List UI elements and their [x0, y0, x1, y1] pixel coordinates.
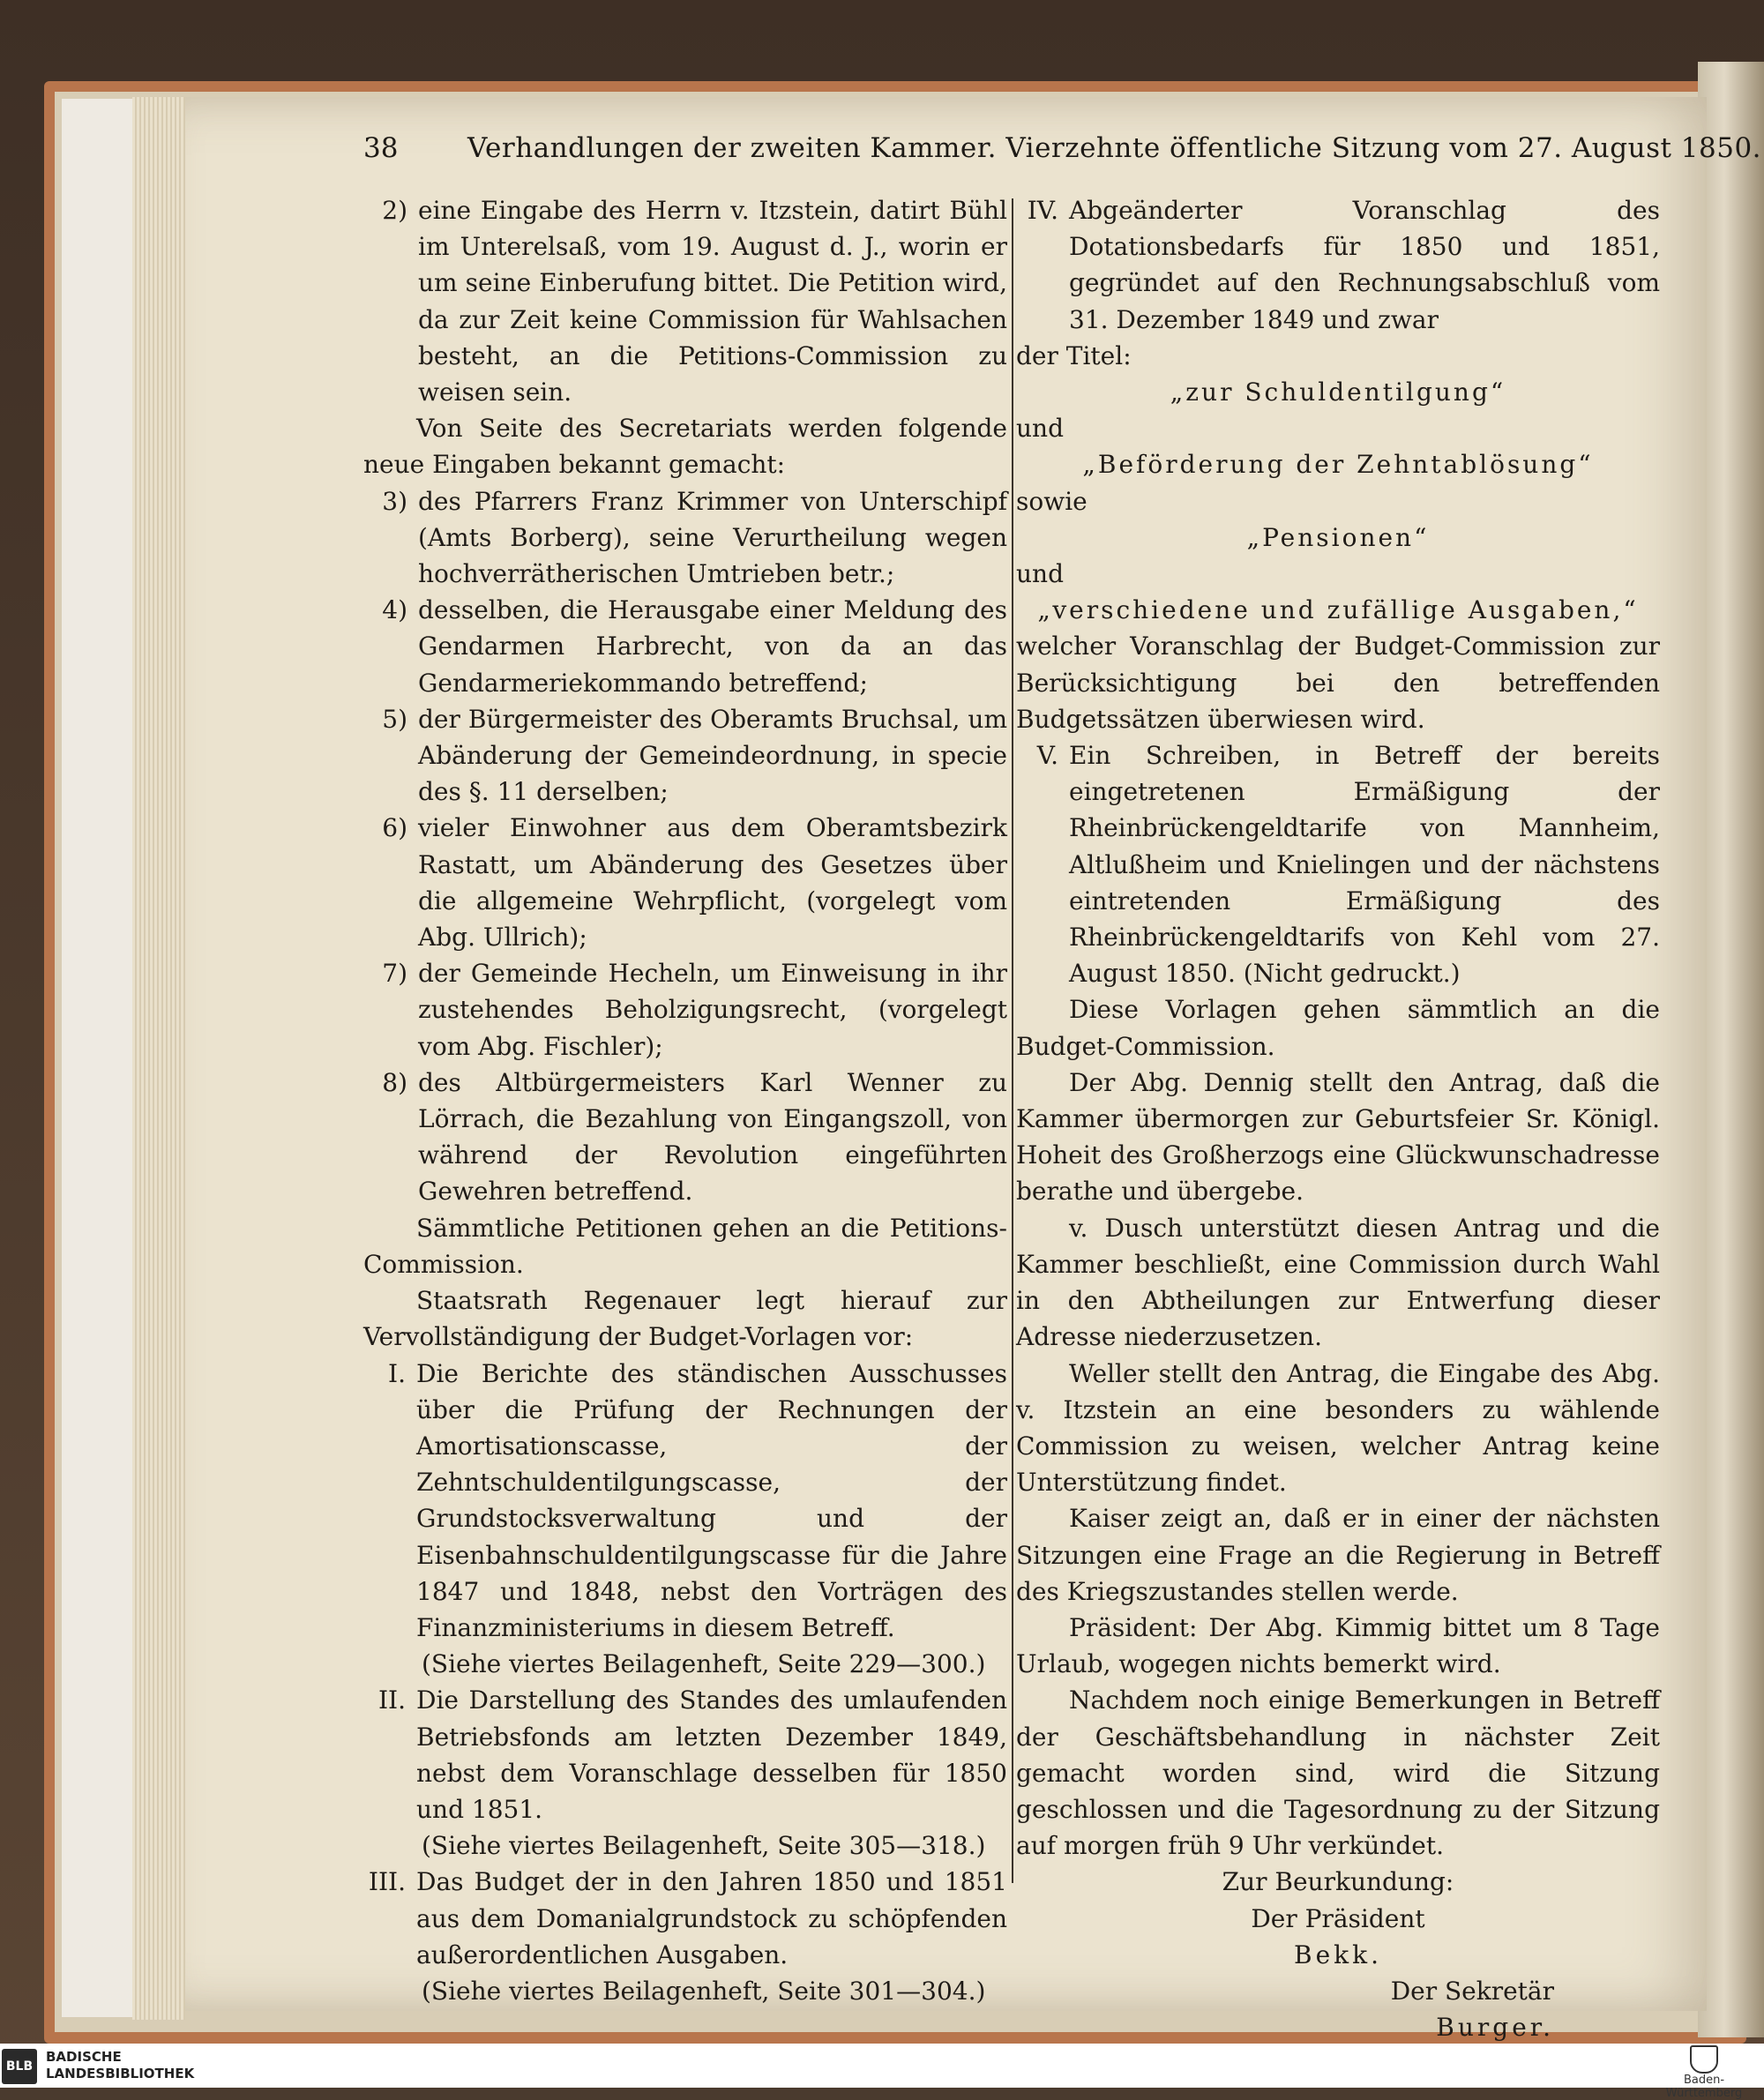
item-text: desselben, die Herausgabe einer Meldung des Gendarmen Harbrecht, von da an das Gendarmeriekommando betreffend;	[418, 595, 1007, 698]
text-line: sowie	[1016, 486, 1088, 516]
paragraph: Diese Vorlagen gehen sämmtlich an die Budget-Commission.	[1016, 995, 1660, 1061]
item-number: II.	[377, 1685, 406, 1715]
item-text: Ein Schreiben, in Betreff der bereits eingetretenen Ermäßigung der Rheinbrückengeldtarife von Mannheim, Altlußheim und Knielingen und der nächstens eintretenden Ermäßigung des Rheinbrückengeldtarifs von Kehl vom 27. August 1850. (Nicht gedruckt.)	[1069, 741, 1660, 989]
list-item	[363, 1682, 1007, 1827]
item-number: V.	[1036, 741, 1058, 771]
quoted-title: „zur Schuldentilgung“	[1170, 377, 1506, 407]
column-rule	[1012, 198, 1013, 1883]
coat-of-arms-icon	[1690, 2045, 1718, 2074]
item-number: 7)	[382, 959, 407, 989]
library-name	[46, 2049, 194, 2082]
list-item	[363, 1356, 1007, 1647]
item-text: Die Darstellung des Standes des umlaufenden Betriebsfonds am letzten Dezember 1849, nebst dem Voranschlage desselben für 1850 und 1851.	[416, 1685, 1007, 1824]
signature-line: Der Sekretär	[1390, 1976, 1554, 2006]
paragraph: Von Seite des Secretariats werden folgende neue Eingaben bekannt gemacht:	[363, 414, 1007, 480]
item-number: I.	[388, 1358, 406, 1388]
item-number: 8)	[382, 1067, 407, 1097]
library-name-line2: LANDESBIBLIOTHEK	[46, 2066, 195, 2081]
list-item	[1016, 737, 1660, 991]
library-logo-icon	[2, 2049, 37, 2084]
reference: (Siehe viertes Beilagenheft, Seite 305—318.)	[422, 1831, 986, 1861]
text-line: der Titel:	[1016, 340, 1132, 370]
item-text: der Bürgermeister des Oberamts Bruchsal, um Abänderung der Gemeindeordnung, in specie des §. 11 derselben;	[418, 704, 1007, 807]
paragraph: welcher Voranschlag der Budget-Commission zur Berücksichtigung bei den betreffenden Budgetssätzen überwiesen wird.	[1016, 631, 1660, 734]
item-text: vieler Einwohner aus dem Oberamtsbezirk Rastatt, um Abänderung des Gesetzes über die allgemeine Wehrpflicht, (vorgelegt vom Abg. Ullrich);	[418, 813, 1007, 953]
book-edge	[1698, 62, 1764, 2037]
library-name-line1: BADISCHE	[46, 2049, 122, 2065]
list-item	[363, 1864, 1007, 1973]
right-column	[1016, 192, 1660, 2045]
item-text: Die Berichte des ständischen Ausschusses über die Prüfung der Rechnungen der Amortisationscasse, der Zehntschuldentilgungscasse, der Grundstocksverwaltung und der Eisenbahnschuldentilgungscasse für die Jahre 1847 und 1848, nebst den Vorträgen des Finanzministeriums in diesem Betreff.	[416, 1358, 1007, 1642]
page-number: 38	[363, 132, 399, 164]
item-text: des Altbürgermeisters Karl Wenner zu Lörrach, die Bezahlung von Eingangszoll, von während der Revolution eingeführten Gewehren betreffend.	[418, 1067, 1007, 1207]
item-number: IV.	[1027, 196, 1058, 225]
paragraph: Sämmtliche Petitionen gehen an die Petitions-Commission.	[363, 1213, 1007, 1279]
item-text: des Pfarrers Franz Krimmer von Unterschipf (Amts Borberg), seine Verurtheilung wegen hochverrätherischen Umtrieben betr.;	[418, 486, 1007, 589]
running-header	[363, 132, 1762, 176]
state-logo-text: Baden-Württemberg	[1665, 2074, 1743, 2100]
item-number: 6)	[382, 813, 407, 843]
footer-bar	[0, 2044, 1764, 2088]
item-text: der Gemeinde Hecheln, um Einweisung in ihr zustehendes Beholzigungsrecht, (vorgelegt vom Abg. Fischler);	[418, 959, 1007, 1061]
paragraph: Staatsrath Regenauer legt hierauf zur Vervollständigung der Budget-Vorlagen vor:	[363, 1286, 1007, 1352]
list-item	[1016, 192, 1660, 338]
item-number: III.	[368, 1867, 406, 1897]
quoted-title: „verschiedene und zufällige Ausgaben,“	[1037, 595, 1639, 625]
paragraph: v. Dusch unterstützt diesen Antrag und die Kammer beschließt, eine Commission durch Wahl in den Abtheilungen zur Entwerfung dieser Adresse niederzusetzen.	[1016, 1213, 1660, 1352]
item-number: 2)	[382, 196, 407, 225]
paragraph: Präsident: Der Abg. Kimmig bittet um 8 Tage Urlaub, wogegen nichts bemerkt wird.	[1016, 1612, 1660, 1679]
header-title: Verhandlungen der zweiten Kammer. Vierzehnte öffentliche Sitzung vom 27. August 1850.	[467, 132, 1762, 164]
quoted-title: „Beförderung der Zehntablösung“	[1082, 450, 1594, 480]
list-item	[363, 701, 1007, 811]
list-item	[363, 592, 1007, 701]
text-line: und	[1016, 559, 1064, 589]
state-logo	[1651, 2045, 1757, 2100]
signature-name: Bekk.	[1294, 1939, 1382, 1969]
paragraph: Nachdem noch einige Bemerkungen in Betreff der Geschäftsbehandlung in nächster Zeit gemacht worden sind, wird die Sitzung geschlossen und die Tagesordnung zu der Sitzung auf morgen früh 9 Uhr verkündet.	[1016, 1685, 1660, 1861]
paragraph: Weller stellt den Antrag, die Eingabe des Abg. v. Itzstein an eine besonders zu wählende Commission zu weisen, welcher Antrag keine Unterstützung findet.	[1016, 1358, 1660, 1498]
left-column	[363, 192, 1007, 2009]
signature-line: Zur Beurkundung:	[1222, 1867, 1454, 1897]
text-line: und	[1016, 414, 1064, 444]
list-item	[363, 810, 1007, 955]
list-item	[363, 192, 1007, 410]
reference: (Siehe viertes Beilagenheft, Seite 301—304.)	[422, 1976, 986, 2006]
item-number: 5)	[382, 704, 407, 734]
logo-abbr: BLB	[5, 2059, 34, 2074]
item-text: Das Budget der in den Jahren 1850 und 1851 aus dem Domanialgrundstock zu schöpfenden außerordentlichen Ausgaben.	[416, 1867, 1007, 1969]
reference: (Siehe viertes Beilagenheft, Seite 229—300.)	[422, 1649, 986, 1679]
list-item	[363, 483, 1007, 593]
signature-name: Burger.	[1436, 2013, 1554, 2043]
list-item	[363, 1065, 1007, 1210]
item-text: Abgeänderter Voranschlag des Dotationsbedarfs für 1850 und 1851, gegründet auf den Rechnungsabschluß vom 31. Dezember 1849 und zwar	[1069, 196, 1660, 334]
item-text: eine Eingabe des Herrn v. Itzstein, datirt Bühl im Unterelsaß, vom 19. August d. J., worin er um seine Einberufung bittet. Die Petition wird, da zur Zeit keine Commission für Wahlsachen besteht, an die Petitions-Commission zu weisen sein.	[418, 196, 1007, 407]
item-number: 3)	[382, 486, 407, 516]
paragraph: Der Abg. Dennig stellt den Antrag, daß die Kammer übermorgen zur Geburtsfeier Sr. Königl. Hoheit des Großherzogs eine Glückwunschadresse berathe und übergebe.	[1016, 1067, 1660, 1207]
item-number: 4)	[382, 595, 407, 625]
quoted-title: „Pensionen“	[1246, 522, 1430, 552]
paragraph: Kaiser zeigt an, daß er in einer der nächsten Sitzungen eine Frage an die Regierung in Betreff des Kriegszustandes stellen werde.	[1016, 1504, 1660, 1606]
signature-line: Der Präsident	[1251, 1903, 1425, 1933]
list-item	[363, 955, 1007, 1065]
page-edges	[132, 97, 185, 2020]
